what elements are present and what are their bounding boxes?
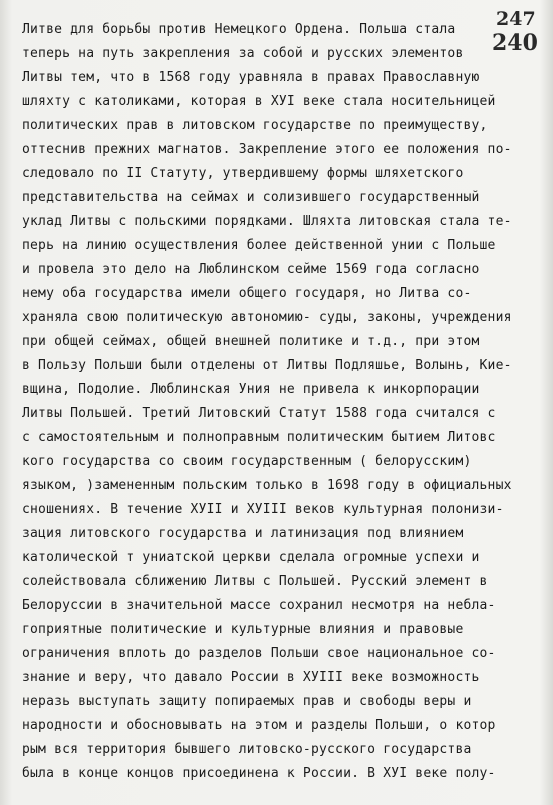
text-line: оттеснив прежних магнатов. Закрепление этого ее положения по- bbox=[22, 142, 512, 157]
text-line: шляхту с католиками, которая в XУI веке стала носительницей bbox=[22, 94, 496, 109]
text-line: в Пользу Польши были отделены от Литвы Подляшье, Волынь, Кие- bbox=[22, 358, 512, 373]
text-line: была в конце концов присоединена к России. В XУI веке полу- bbox=[22, 766, 496, 781]
page-number-lower: 240 bbox=[492, 30, 538, 56]
page-number-upper: 247 bbox=[496, 8, 536, 30]
text-line: солействовала сближению Литвы с Польшей. Русский элемент в bbox=[22, 574, 488, 589]
text-line: храняла свою политическую автономию- суды, законы, учреждения bbox=[22, 310, 512, 325]
text-line: языком, )замененным польским только в 1698 году в официальных bbox=[22, 478, 512, 493]
text-line: Литвы тем, что в 1568 году уравняла в правах Православную bbox=[22, 70, 480, 85]
text-line: уклад Литвы с польскими порядками. Шляхта литовская стала те- bbox=[22, 214, 512, 229]
text-line: Белоруссии в значительной массе сохранил несмотря на небла- bbox=[22, 598, 496, 613]
text-line: теперь на путь закрепления за собой и русских элементов bbox=[22, 46, 464, 61]
text-line: сношениях. В течение XУII и XУIII веков культурная полонизи- bbox=[22, 502, 504, 517]
text-line: народности и обосновывать на этом и разделы Польши, о котор bbox=[22, 718, 496, 733]
text-line: гоприятные политические и культурные влияния и правовые bbox=[22, 622, 464, 637]
text-line: нему оба государства имели общего государя, но Литва со- bbox=[22, 286, 472, 301]
text-line: ограничения вплоть до разделов Польши свое национальное со- bbox=[22, 646, 496, 661]
text-line: вщина, Подолие. Люблинская Уния не привела к инкорпорации bbox=[22, 382, 480, 397]
text-line: при общей сеймах, общей внешней политике и т.д., при этом bbox=[22, 334, 480, 349]
text-line: Литвы Польшей. Третий Литовский Статут 1588 года считался с bbox=[22, 406, 496, 421]
text-line: следовало по II Статуту, утвердившему формы шляхетского bbox=[22, 166, 464, 181]
text-line: с самостоятельным и полноправным политическим бытием Литовс bbox=[22, 430, 496, 445]
text-line: и провела это дело на Люблинском сейме 1569 года согласно bbox=[22, 262, 480, 277]
text-line: Литве для борьбы против Немецкого Ордена. Польша стала bbox=[22, 22, 456, 37]
text-line: представительства на сеймах и солизившего государственный bbox=[22, 190, 480, 205]
text-line: католической т униатской церкви сделала огромные успехи и bbox=[22, 550, 480, 565]
text-line: перь на линию осуществления более действенной унии с Польше bbox=[22, 238, 496, 253]
text-line: зация литовского государства и латинизация под влиянием bbox=[22, 526, 464, 541]
text-line: кого государства со своим государственным ( белорусским) bbox=[22, 454, 472, 469]
text-line: политических прав в литовском государстве по преимуществу, bbox=[22, 118, 488, 133]
text-line: неразь выступать защиту попираемых прав и свободы веры и bbox=[22, 694, 472, 709]
text-line: рым вся территория бывшего литовско-русского государства bbox=[22, 742, 472, 757]
text-line: знание и веру, что давало России в XУIII веке возможность bbox=[22, 670, 480, 685]
